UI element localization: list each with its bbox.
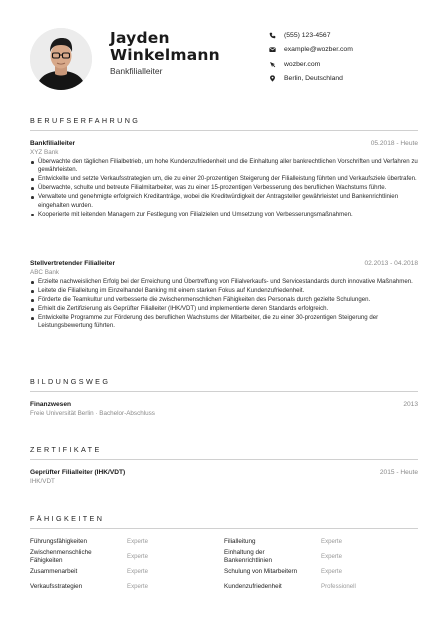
section-divider	[30, 391, 418, 392]
location-pin-icon	[268, 74, 277, 83]
link-icon	[268, 60, 277, 69]
skill-name: Verkaufsstrategien	[30, 582, 83, 590]
contact-website[interactable]	[268, 57, 438, 72]
phone-text: (555) 123-4567	[284, 31, 331, 39]
last-name: Winkelmann	[110, 46, 220, 64]
section-title-certificates: ZERTIFIKATE	[30, 445, 102, 454]
certificate-title: Geprüfter Filialleiter (IHK/VDT)	[30, 469, 126, 476]
location-text: Berlin, Deutschland	[284, 75, 343, 83]
skill-level: Experte	[321, 553, 343, 560]
candidate-name	[110, 30, 260, 64]
education-institution: Freie Universität Berlin · Bachelor-Abschluss	[30, 410, 155, 417]
education-date: 2013	[403, 401, 418, 408]
email-icon	[268, 45, 277, 54]
first-name: Jayden	[110, 29, 170, 47]
contact-list	[268, 28, 438, 86]
skill-level: Experte	[127, 568, 149, 575]
skills-grid	[30, 534, 418, 594]
experience-1-title: Bankfilialleiter	[30, 140, 76, 147]
experience-entry-2-header	[30, 260, 418, 267]
bullet-item: Entwickelte Programme zur Förderung des beruflichen Wachstums der Mitarbeiter, die zu einer 30-prozentigen Steigerung der Leistungsbewertung führten.	[30, 314, 418, 331]
avatar	[30, 28, 92, 90]
email-text[interactable]: example@wozber.com	[284, 46, 353, 54]
skill-name: Zusammenarbeit	[30, 567, 78, 575]
section-title-education: BILDUNGSWEG	[30, 377, 111, 386]
certificate-date: 2015 - Heute	[379, 469, 418, 476]
skill-name: Zwischenmenschliche Fähigkeiten	[30, 548, 92, 564]
contact-email[interactable]	[268, 43, 438, 58]
section-divider	[30, 130, 418, 131]
skill-name: Filialleitung	[224, 537, 256, 545]
skill-level: Experte	[127, 583, 149, 590]
experience-2-company: ABC Bank	[30, 269, 60, 276]
experience-2-title: Stellvertretender Filialleiter	[30, 260, 116, 267]
certificate-issuer: IHK/VDT	[30, 478, 55, 485]
experience-2-date: 02.2013 - 04.2018	[364, 260, 418, 267]
bullet-item: Förderte die Teamkultur und verbesserte die zwischenmenschlichen Fähigkeiten des Personals durch gezielte Schulungen.	[30, 296, 418, 304]
bullet-item: Überwachte, schulte und betreute Filialmitarbeiter, was zu einer 15-prozentigen Verbesserung des beruflichen Wachstums führte.	[30, 184, 418, 192]
section-title-skills: FÄHIGKEITEN	[30, 514, 105, 523]
section-divider	[30, 528, 418, 529]
experience-1-bullets	[30, 158, 418, 220]
skill-name: Kundenzufriedenheit	[224, 582, 282, 590]
education-title: Finanzwesen	[30, 401, 72, 408]
bullet-item: Entwickelte und setzte Verkaufsstrategien um, die zu einer 20-prozentigen Steigerung der Filialleistung führten und Verkaufsziele übertrafen.	[30, 175, 418, 183]
skill-level: Experte	[321, 568, 343, 575]
bullet-item: Erzielte nachweislichen Erfolg bei der Erreichung und Übertreffung von Filialverkaufs- und Servicestandards durch innovative Maßnahmen.	[30, 278, 418, 286]
skill-level: Experte	[127, 538, 149, 545]
skill-name: Einhaltung der Bankenrichtlinien	[224, 548, 272, 564]
skill-level: Experte	[321, 538, 343, 545]
experience-2-bullets	[30, 278, 418, 331]
bullet-item: Überwachte den täglichen Filialbetrieb, um hohe Kundenzufriedenheit und die Einhaltung aller bankrechtlichen Vorschriften und Verfahren zu gewährleisten.	[30, 158, 418, 175]
experience-1-date: 05.2018 - Heute	[370, 140, 418, 147]
certificate-entry-header	[30, 469, 418, 476]
experience-1-company: XYZ Bank	[30, 149, 59, 156]
phone-icon	[268, 31, 277, 40]
skill-name: Schulung von Mitarbeitern	[224, 567, 298, 575]
bullet-item: Leitete die Filialleitung im Einzelhandel Banking mit einem starken Fokus auf Kundenzufriedenheit.	[30, 287, 418, 295]
job-title: Bankfilialleiter	[110, 66, 163, 76]
skill-level: Experte	[127, 553, 149, 560]
section-title-experience: BERUFSERFAHRUNG	[30, 116, 141, 125]
section-divider	[30, 459, 418, 460]
skill-name: Führungsfähigkeiten	[30, 537, 88, 545]
bullet-item: Erhielt die Zertifizierung als Geprüfter Filialleiter (IHK/VDT) und implementierte deren Standards erfolgreich.	[30, 305, 418, 313]
experience-entry-1-header	[30, 140, 418, 147]
bullet-item: Kooperierte mit leitenden Managern zur Festlegung von Filialzielen und Umsetzung von Verbesserungsmaßnahmen.	[30, 211, 418, 219]
education-entry-header	[30, 401, 418, 408]
bullet-item: Verwaltete und genehmigte erfolgreich Kreditanträge, wobei die Kreditwürdigkeit der Antragsteller gewährleistet und Bankenrichtlinien eingehalten wurden.	[30, 193, 418, 210]
profile-photo	[30, 28, 92, 90]
contact-location	[268, 72, 438, 87]
contact-phone	[268, 28, 438, 43]
website-text[interactable]: wozber.com	[284, 60, 321, 68]
skill-level: Professionell	[321, 583, 356, 590]
